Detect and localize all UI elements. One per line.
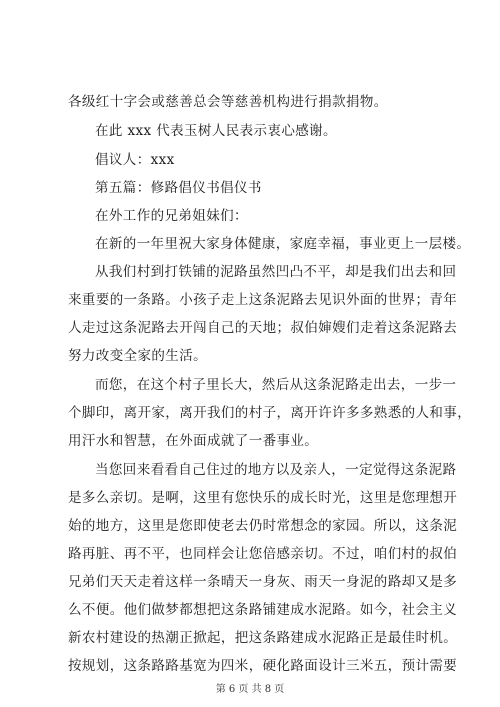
text-line: 个脚印，离开家，离开我们的村子，离开许许多多熟悉的人和事，: [68, 405, 472, 421]
text-line: 各级红十字会或慈善总会等慈善机构进行捐款捐物。: [68, 94, 388, 110]
page-number-footer: 第 6 页 共 8 页: [215, 684, 285, 695]
text-line: 兄弟们天天走着这样一条晴天一身灰、雨天一身泥的路却又是多: [68, 574, 458, 590]
text-line: 是多么亲切。是啊，这里有您快乐的成长时光，这里是您理想开: [68, 490, 458, 506]
text-line: 努力改变全家的生活。: [68, 348, 207, 364]
text-line: 路再脏、再不平，也同样会让您倍感亲切。不过，咱们村的叔伯: [68, 546, 458, 562]
section-heading: 第五篇：修路倡仪书倡仪书: [95, 180, 262, 196]
text-line: 用汗水和智慧，在外面成就了一番事业。: [68, 433, 319, 449]
text-line: 来重要的一条路。小孩子走上这条泥路去见识外面的世界；青年: [68, 292, 458, 308]
text-line: 而您，在这个村子里长大，然后从这条泥路走出去，一步一: [95, 377, 457, 393]
text-line: 人走过这条泥路去开闯自己的天地；叔伯婶嫂们走着这条泥路去: [68, 320, 458, 336]
text-line: 在此 xxx 代表玉树人民表示衷心感谢。: [95, 123, 337, 139]
text-line: 按规划，这条路路基宽为四米，硬化路面设计三米五，预计需要: [68, 658, 458, 674]
text-line: 始的地方，这里是您即使老去仍时常想念的家园。所以，这条泥: [68, 518, 458, 534]
text-line: 么不便。他们做梦都想把这条路铺建成水泥路。如今，社会主义: [68, 602, 458, 618]
text-line: 当您回来看看自己住过的地方以及亲人，一定觉得这条泥路: [95, 462, 457, 478]
text-line: 新农村建设的热潮正掀起，把这条路建成水泥路正是最佳时机。: [68, 630, 458, 646]
text-line: 从我们村到打铁铺的泥路虽然凹凸不平，却是我们出去和回: [95, 264, 457, 280]
salutation: 在外工作的兄弟姐妹们：: [95, 208, 248, 224]
text-line: 倡议人：xxx: [95, 152, 175, 168]
text-line: 在新的一年里祝大家身体健康，家庭幸福，事业更上一层楼。: [95, 236, 471, 252]
